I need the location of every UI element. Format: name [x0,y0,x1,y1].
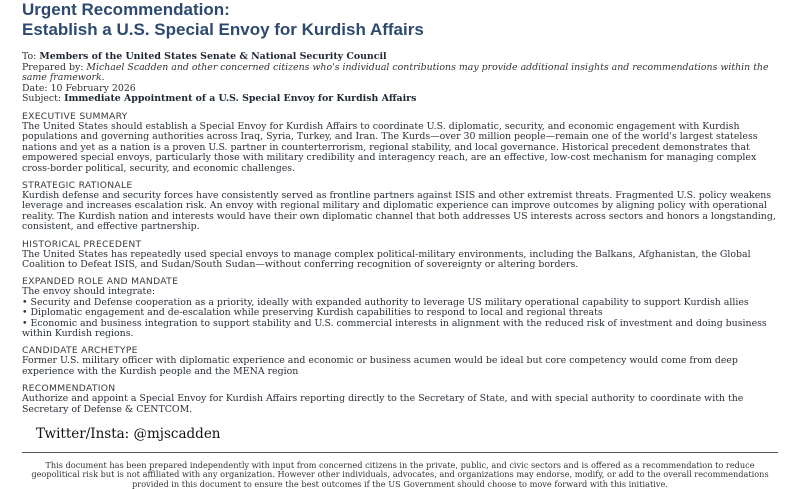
prepared-label: Prepared by: [22,61,84,73]
section-heading-strategic-rationale: STRATEGIC RATIONALE [22,180,133,191]
executive-summary-text: The United States should establish a Special Envoy for Kurdish Affairs to coordinate U.S. diplomatic, security, and economic engagement with Kurdish populations and governing authorities across Iraq, Syria, Turkey, and Iran. The Kurds—over 30 million people—remain one of the world's largest stateless nations and yet as a nation is a proven U.S. partner in counterterrorism, regional stability, and local governance. Historical precedent demonstrates that empowered special envoys, particularly those with military credibility and interagency reach, are an effective, low-cost mechanism for managing complex cross-border political, security, and economic challenges. [22,120,758,174]
expanded-role-bullet: • Economic and business integration to support stability and U.S. commercial interests in alignment with the reduced risk of investment and doing business within Kurdish regions. [22,319,778,340]
title-line-1: Urgent Recommendation: [22,0,230,19]
prepared-value: Michael Scadden and other concerned citizens who's individual contributions may provide additional insights and recommendations within the same framework. [22,61,769,84]
disclaimer-text: This document has been prepared independently with input from concerned citizens in the private, public, and civic sectors and is offered as a recommendation to reduce geopolitical risk but is not affiliated with any organization. However other individuals, advocates, and organizations may endorse, modify, or add to the overall recommendations provided in this document to ensure the best outcomes if the US Government should choose to move forward with this initiative. [31,460,769,489]
candidate-archetype-text: Former U.S. military officer with diplomatic experience and economic or business acumen would be ideal but core competency would come from deep experience with the Kurdish people and the MENA region [22,355,738,377]
footer-divider [22,452,778,453]
strategic-rationale-text: Kurdish defense and security forces have consistently served as frontline partners against ISIS and other extremist threats. Fragmented U.S. policy weakens leverage and increases escalation risk. An envoy with regional military and diplomatic experience can improve outcomes by aligning policy with operational reality. The Kurdish nation and interests would have their own diplomatic channel that both addresses US interests across sectors and honors a longstanding, consistent, and effective partnership. [22,190,776,233]
prepared-by-line [22,63,778,84]
to-value: Members of the United States Senate & National Security Council [39,51,387,62]
section-heading-executive-summary: EXECUTIVE SUMMARY [22,110,128,122]
social-handle: Twitter/Insta: @mjscadden [36,426,221,443]
section-heading-historical-precedent: HISTORICAL PRECEDENT [22,238,142,250]
date-label: Date: [22,82,48,94]
title-line-2: Establish a U.S. Special Envoy for Kurdish Affairs [22,20,424,39]
historical-precedent-text: The United States has repeatedly used special envoys to manage complex political-military environments, including the Balkans, Afghanistan, the Global Coalition to Defeat ISIS, and Sudan/South Sudan—without conferring recognition of sovereignty or altering borders. [22,248,751,271]
date-value: 10 February 2026 [50,82,136,94]
memo-header [22,52,778,105]
title-block [22,0,778,40]
expanded-role-bullet: • Diplomatic engagement and de-escalation while preserving Kurdish capabilities to respond to local and regional threats [22,308,778,318]
section-heading-candidate-archetype: CANDIDATE ARCHETYPE [22,345,138,357]
to-label: To: [22,51,37,62]
recommendation-text: Authorize and appoint a Special Envoy for Kurdish Affairs reporting directly to the Secretary of State, and with special authority to coordinate with the Secretary of Defense & CENTCOM. [22,393,744,415]
expanded-role-intro: The envoy should integrate: [22,286,156,298]
subject-value: Immediate Appointment of a U.S. Special Envoy for Kurdish Affairs [64,93,417,105]
expanded-role-bullet: • Security and Defense cooperation as a priority, ideally with expanded authority to leverage US military operational capability to support Kurdish allies [22,298,778,308]
subject-label: Subject: [22,93,62,105]
section-heading-recommendation: RECOMMENDATION [22,383,116,395]
subject-line [22,94,778,105]
section-heading-expanded-role: EXPANDED ROLE AND MANDATE [22,276,179,288]
